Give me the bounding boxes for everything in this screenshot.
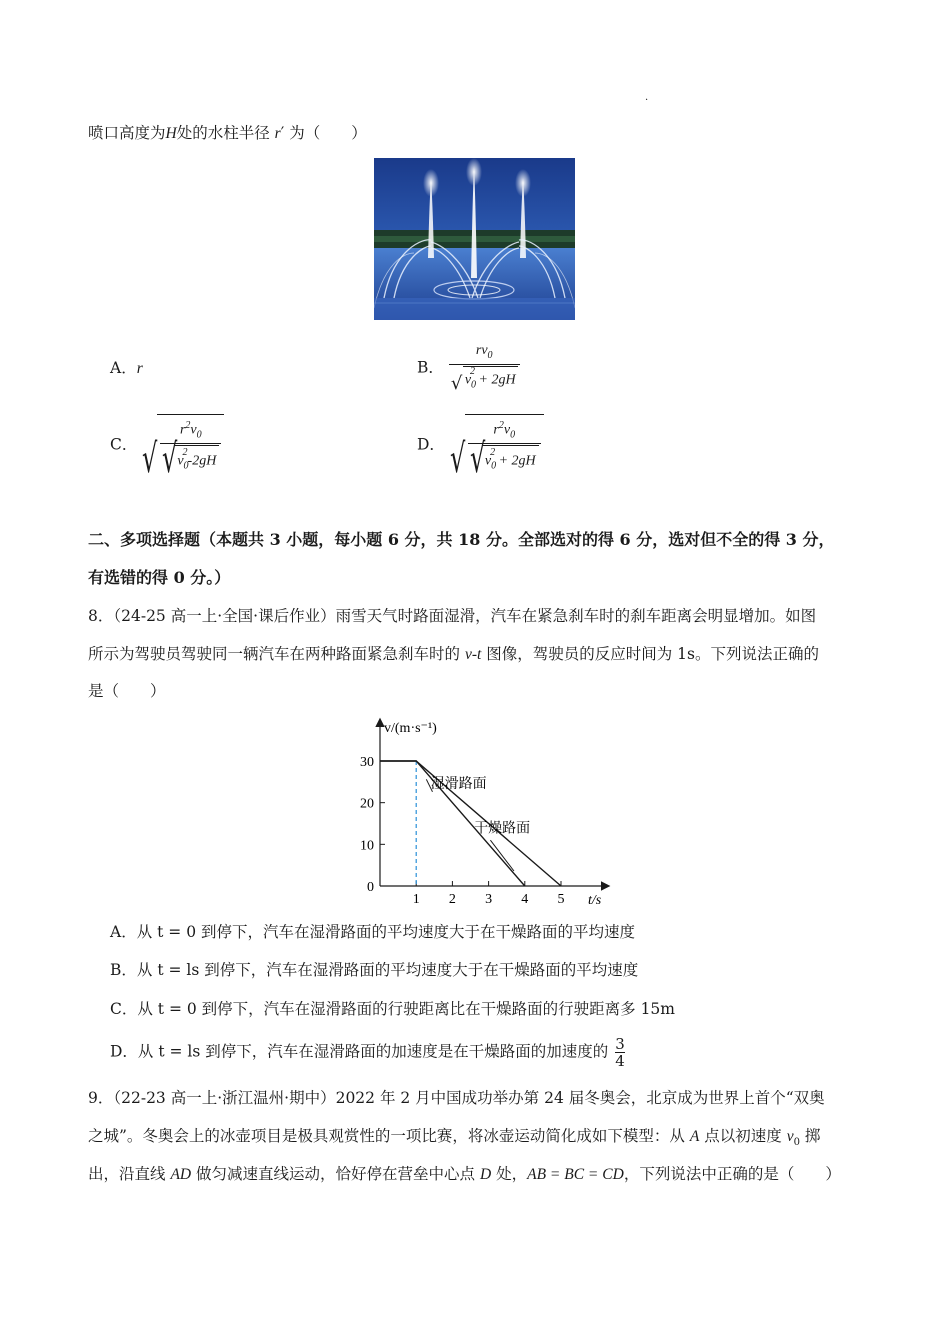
q8-d-num: 3: [615, 1035, 625, 1053]
q7-c-num-tail: v: [190, 422, 197, 438]
q7-option-c[interactable]: [110, 414, 224, 482]
q9-v: v: [786, 1128, 794, 1145]
q8-option-d-text: D．从 t = ls 到停下，汽车在湿滑路面的加速度是在干燥路面的加速度的: [110, 1042, 609, 1061]
y-tick-label: 20: [360, 796, 374, 812]
q7-stem: [88, 123, 367, 144]
q7-c-num-sup: 2: [185, 420, 191, 431]
q7-d-den-tail: + 2gH: [498, 454, 536, 470]
q7-option-b-fraction: $rv_0$ √ $v_0^2 + 2gH$: [449, 342, 520, 393]
q7-d-den-sup: 2: [490, 447, 496, 459]
q7-option-d[interactable]: [417, 414, 544, 482]
fountain-photo: [374, 158, 575, 320]
q8-option-a[interactable]: A．从 t = 0 到停下，汽车在湿滑路面的平均速度大于在干燥路面的平均速度: [110, 923, 635, 941]
q7-option-c-label: C．: [110, 435, 138, 454]
x-tick-label: 3: [485, 892, 493, 907]
q7-prime: ′: [280, 124, 285, 142]
q9-line-3-a: 出，沿直线: [88, 1165, 171, 1183]
q7-d-num-tail: v: [503, 422, 511, 438]
q7-d-num-sup: 2: [498, 420, 504, 431]
annotation-wet-road: 湿滑路面: [430, 776, 487, 793]
q7-option-c-root: √ $r^2v_0$ √ $v_0^2-2gH$: [142, 414, 224, 475]
q8-line-1: 8．（24-25 高一上·全国·课后作业）雨雪天气时路面湿滑，汽车在紧急刹车时的刹车距离会明显增加。如图: [88, 607, 817, 625]
q8-line-2-a: 所示为驾驶员驾驶同一辆汽车在两种路面紧急刹车时的: [88, 645, 465, 663]
q9-v-sub: 0: [793, 1137, 800, 1149]
q8-option-d-fraction: [615, 1036, 625, 1069]
q8-option-d[interactable]: [110, 1036, 625, 1069]
q8-vt: v-t: [464, 646, 482, 663]
q9-line-1: 9．（22-23 高一上·浙江温州·期中）2022 年 2 月中国成功举办第 24 届冬奥会，北京成为世界上首个“双奥: [88, 1089, 825, 1107]
q7-d-num-sub: 0: [510, 429, 516, 441]
q7-c-den-sub: 0: [183, 460, 189, 472]
y-tick-label: 30: [360, 755, 374, 770]
q9-point-a: A: [689, 1128, 700, 1145]
q7-b-den-sub: 0: [471, 379, 477, 391]
q9-ad: AD: [170, 1166, 192, 1183]
q7-var-r: r: [274, 125, 281, 142]
section-heading-line-1: 二、多项选择题（本题共 3 小题，每小题 6 分，共 18 分。全部选对的得 6 分，选对但不全的得 3 分，: [88, 530, 835, 549]
q7-stem-mid: 处的水柱半径: [176, 124, 270, 142]
q7-option-d-root: √ $r^2v_0$ √ $v_0^2 + 2gH$: [450, 414, 544, 475]
x-tick-label: 5: [557, 892, 565, 907]
section-heading-line-2: 有选错的得 0 分。）: [88, 568, 231, 587]
q7-option-a[interactable]: [110, 358, 143, 379]
q7-b-den: v: [464, 372, 472, 388]
q7-stem-suffix: 为（ ）: [289, 124, 367, 142]
q7-stem-prefix: 喷口高度为: [88, 124, 166, 142]
q8-option-b[interactable]: B．从 t = ls 到停下，汽车在湿滑路面的平均速度大于在干燥路面的平均速度: [110, 961, 639, 979]
q7-c-num: r: [179, 422, 186, 438]
y-tick-label: 10: [360, 838, 374, 854]
header-dot: .: [645, 92, 649, 103]
y-axis-label: v/(m·s⁻¹): [384, 721, 437, 736]
q9-line-2-b: 点以初速度: [699, 1127, 787, 1145]
q9-line-3-b: 做匀减速直线运动，恰好停在营垒中心点: [191, 1165, 480, 1183]
q7-c-den: v: [177, 454, 184, 470]
q8-line-3: 是（ ）: [88, 682, 166, 700]
q9-line-3-d: ，下列说法中正确的是（ ）: [623, 1165, 841, 1183]
q8-d-den: 4: [615, 1052, 625, 1070]
q7-d-num: r: [493, 422, 499, 438]
q7-b-num: rv: [475, 343, 488, 358]
x-tick-label: 1: [412, 892, 420, 907]
q7-var-H: H: [165, 125, 177, 142]
q8-option-c[interactable]: C．从 t = 0 到停下，汽车在湿滑路面的行驶距离比在干燥路面的行驶距离多 15m: [110, 1000, 675, 1018]
q7-option-b-label: B．: [417, 358, 444, 377]
q9-line-2-c: 掷: [799, 1127, 821, 1145]
q7-c-den-sup: 2: [182, 447, 188, 459]
x-axis-label: t/s: [588, 893, 602, 908]
q9-line-3-c: 处，: [491, 1165, 528, 1183]
q9-point-d: D: [479, 1166, 492, 1183]
q7-option-a-label: A．: [110, 359, 137, 377]
q8-line-2-b: 图像，驾驶员的反应时间为 1s。下列说法正确的: [481, 645, 819, 663]
q8-line-2: [88, 644, 819, 665]
annotation-dry-road: 干燥路面: [474, 820, 531, 837]
q9-line-3: [88, 1164, 841, 1185]
vt-chart: [340, 712, 620, 910]
x-tick-label: 2: [448, 892, 456, 907]
q7-b-den-tail: + 2gH: [478, 372, 516, 388]
q7-option-b[interactable]: [417, 342, 520, 393]
q7-c-num-sub: 0: [196, 429, 202, 441]
q7-d-den-sub: 0: [491, 460, 497, 472]
q7-b-den-sup: 2: [470, 365, 476, 377]
x-tick-label: 4: [521, 892, 529, 907]
q9-equation: AB = BC = CD: [527, 1166, 624, 1183]
annotation-dry-leader: [490, 840, 514, 871]
q7-option-a-value: r: [136, 360, 143, 377]
y-tick-label: 0: [367, 880, 374, 895]
q7-option-d-label: D．: [417, 435, 445, 454]
q9-line-2: [88, 1126, 820, 1153]
q7-c-den-tail: -2gH: [187, 454, 217, 470]
q7-d-den: v: [484, 454, 492, 470]
q9-line-2-a: 之城”。冬奥会上的冰壶项目是极具观赏性的一项比赛，将冰壶运动简化成如下模型：从: [88, 1127, 690, 1145]
q7-b-num-sub: 0: [487, 349, 493, 361]
